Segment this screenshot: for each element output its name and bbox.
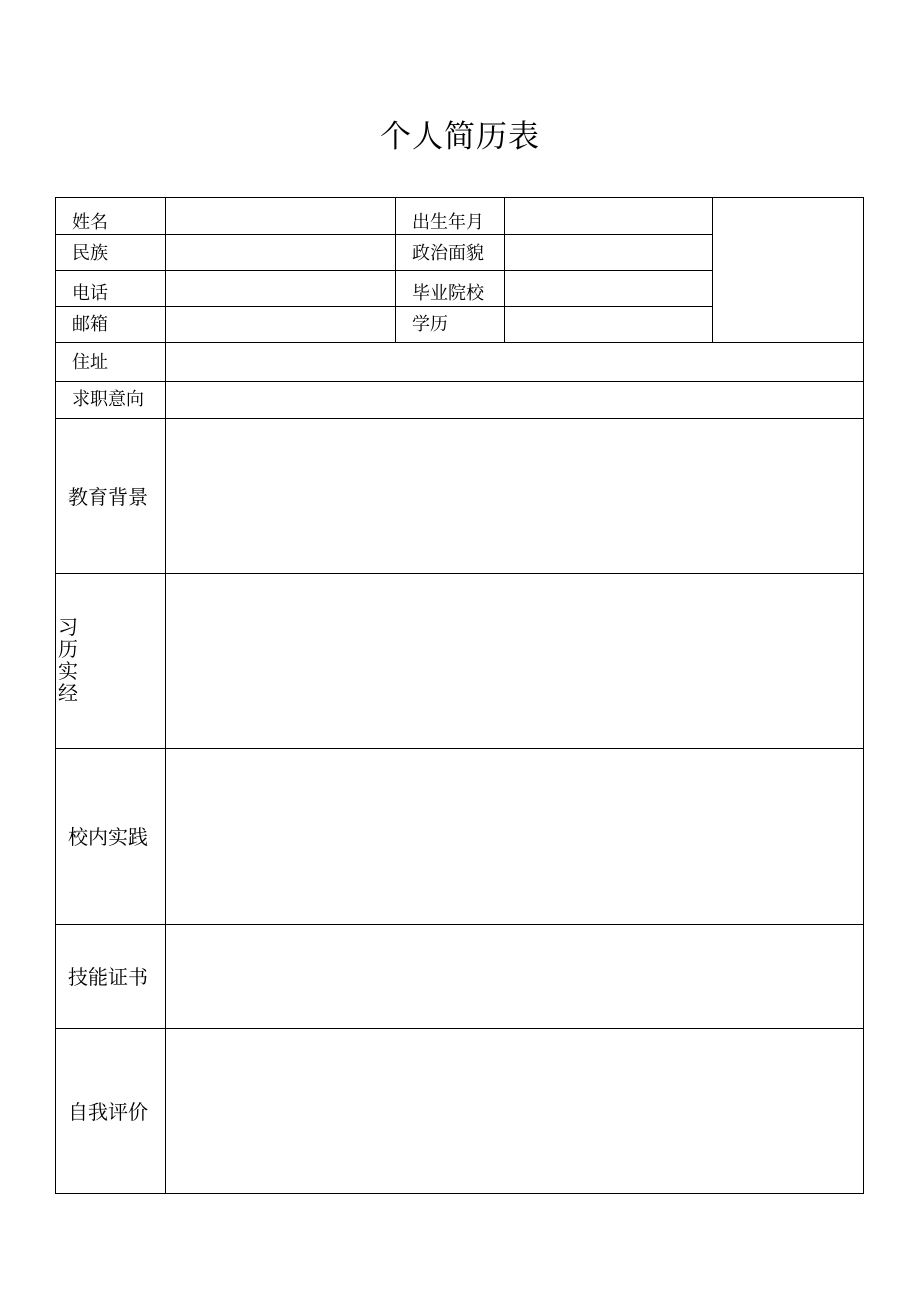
internship-label-char: 实 <box>58 659 78 683</box>
self-evaluation-label: 自我评价 <box>68 1100 148 1124</box>
address-field[interactable] <box>166 343 863 381</box>
job-intention-label: 求职意向 <box>72 389 144 410</box>
degree-label: 学历 <box>412 314 448 335</box>
internship-field[interactable] <box>166 574 863 748</box>
internship-label <box>58 616 82 704</box>
email-label: 邮箱 <box>72 314 108 335</box>
school-label: 毕业院校 <box>412 283 484 304</box>
email-field[interactable] <box>166 307 395 342</box>
phone-field[interactable] <box>166 271 395 306</box>
page-title: 个人简历表 <box>380 119 540 155</box>
job-intention-field[interactable] <box>166 382 863 418</box>
political-status-field[interactable] <box>505 235 712 270</box>
birth-date-label: 出生年月 <box>412 212 484 233</box>
phone-label: 电话 <box>72 283 108 304</box>
address-label: 住址 <box>72 352 108 373</box>
skills-certificates-field[interactable] <box>166 925 863 1028</box>
internship-label-char: 历 <box>58 637 78 661</box>
campus-practice-field[interactable] <box>166 749 863 924</box>
name-field[interactable] <box>166 198 395 234</box>
degree-field[interactable] <box>505 307 712 342</box>
ethnicity-label: 民族 <box>72 243 108 264</box>
school-field[interactable] <box>505 271 712 306</box>
photo-area[interactable] <box>713 198 863 342</box>
skills-certificates-label: 技能证书 <box>68 965 148 989</box>
birth-date-field[interactable] <box>505 198 712 234</box>
ethnicity-field[interactable] <box>166 235 395 270</box>
political-status-label: 政治面貌 <box>412 243 484 264</box>
campus-practice-label: 校内实践 <box>68 825 148 849</box>
education-field[interactable] <box>166 419 863 573</box>
name-label: 姓名 <box>72 212 108 233</box>
internship-label-char: 习 <box>58 615 78 639</box>
education-label: 教育背景 <box>68 485 148 509</box>
self-evaluation-field[interactable] <box>166 1029 863 1193</box>
internship-label-char: 经 <box>58 681 78 705</box>
